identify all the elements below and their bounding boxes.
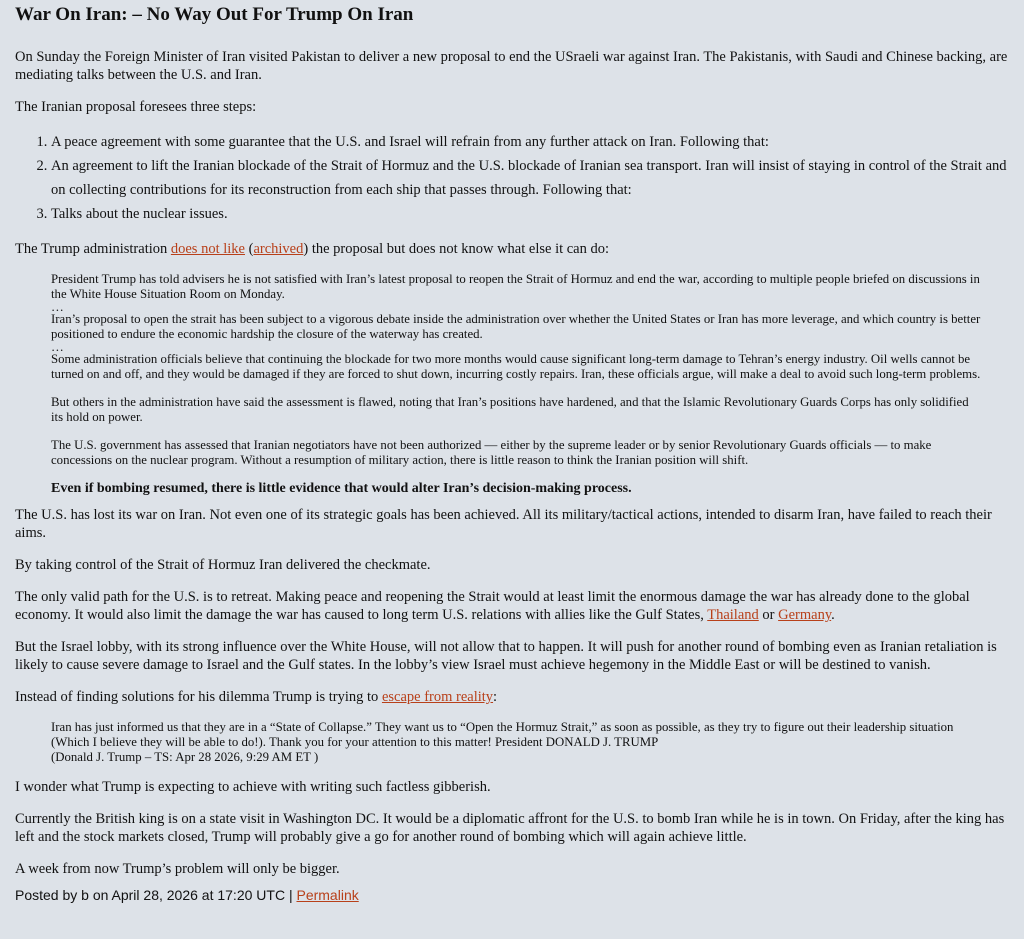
ellipsis: … <box>51 340 64 354</box>
germany-link[interactable]: Germany <box>778 607 832 623</box>
retreat-text-before: The only valid path for the U.S. is to retreat. Making peace and reopening the Strait would at least limit the enormous damage the war has already done to the global economy. It would also limit the damage the war has caused to long term U.S. relations with allies like the Gulf States, <box>15 589 970 623</box>
list-item: 1. A peace agreement with some guarantee that the U.S. and Israel will refrain from any further attack on Iran. Following that: <box>51 130 1015 154</box>
ellipsis: … <box>51 300 64 314</box>
escape-from-reality-link[interactable]: escape from reality <box>381 689 494 705</box>
escape-text-after: : <box>493 689 498 705</box>
admin-text-after: ) the proposal but does not know what else it can do: <box>303 241 610 257</box>
retreat-text-after: . <box>831 607 835 623</box>
list-item: 3. Talks about the nuclear issues. <box>51 202 1015 226</box>
proposal-steps <box>15 130 1015 226</box>
thailand-link[interactable]: Thailand <box>707 607 759 623</box>
escape-paragraph <box>15 688 1015 706</box>
permalink-link[interactable]: Permalink <box>296 887 359 903</box>
posted-by-text: Posted by b on April 28, 2026 at 17:20 UTC | <box>15 887 297 903</box>
intro-paragraph: On Sunday the Foreign Minister of Iran visited Pakistan to deliver a new proposal to end the USraeli war against Iran. The Pakistanis, with Saudi and Chinese backing, are mediating talks between the U.S. and Iran. <box>15 49 1008 83</box>
quote-paragraph: Some administration officials believe that continuing the blockade for two more months would cause significant long-term damage to Tehran’s energy industry. Oil wells cannot be turned on and off, and they would be damaged if they are forced to shut down, incurring costly repairs. Iran, these officials argue, will make a deal to avoid such long-term problems. <box>51 352 981 381</box>
retreat-text-middle: or <box>758 607 779 623</box>
admin-text-middle: ( <box>244 241 254 257</box>
king-paragraph: Currently the British king is on a state visit in Washington DC. It would be a diplomatic affront for the U.S. to bomb Iran while he is in town. On Friday, after the king has left and the stock markets closed, Trump will probably give a go for another round of bombing which will again achieve little. <box>15 811 1005 845</box>
week-paragraph: A week from now Trump’s problem will only be bigger. <box>15 861 340 877</box>
quote-paragraph: Iran has just informed us that they are in a “State of Collapse.” They want us to “Open the Hormuz Strait,” as soon as possible, as they try to figure out their leadership situation (Which I believe they will be able to do!). Thank you for your attention to this matter! President DONALD J. TRUMP <box>51 720 954 749</box>
lost-paragraph: The U.S. has lost its war on Iran. Not even one of its strategic goals has been achieved. All its military/tactical actions, intended to disarm Iran, have failed to reach their aims. <box>15 507 992 541</box>
quote-trump <box>51 720 981 765</box>
quote-paragraph: President Trump has told advisers he is not satisfied with Iran’s latest proposal to reopen the Strait of Hormuz and end the war, according to multiple people briefed on discussions in the White House Situation Room on Monday. <box>51 272 980 301</box>
admin-paragraph <box>15 240 1015 258</box>
post-footer <box>15 886 1015 904</box>
proposal-intro: The Iranian proposal foresees three steps: <box>15 99 257 115</box>
quote-bold-paragraph: Even if bombing resumed, there is little evidence that would alter Iran’s decision-making process. <box>51 481 632 496</box>
quote-nyt <box>51 272 981 496</box>
checkmate-paragraph: By taking control of the Strait of Hormuz Iran delivered the checkmate. <box>15 557 431 573</box>
admin-text-before: The Trump administration <box>15 241 171 257</box>
wonder-paragraph: I wonder what Trump is expecting to achieve with writing such factless gibberish. <box>15 779 491 795</box>
article-title: War On Iran: – No Way Out For Trump On Iran <box>15 4 414 25</box>
retreat-paragraph <box>15 588 1015 624</box>
quote-attribution: (Donald J. Trump – TS: Apr 28 2026, 9:29 AM ET ) <box>51 750 319 764</box>
quote-paragraph: The U.S. government has assessed that Iranian negotiators have not been authorized — either by the supreme leader or by senior Revolutionary Guards officials — to make concessions on the nuclear program. Without a resumption of military action, there is little reason to think the Iranian position will shift. <box>51 438 932 467</box>
escape-text-before: Instead of finding solutions for his dilemma Trump is trying to <box>15 689 382 705</box>
lobby-paragraph: But the Israel lobby, with its strong influence over the White House, will not allow that to happen. It will push for another round of bombing even as Iranian retaliation is likely to cause severe damage to Israel and the Gulf states. In the lobby’s view Israel must achieve hegemony in the Middle East or will be destined to vanish. <box>15 639 997 673</box>
archived-link[interactable]: archived <box>253 241 304 257</box>
list-item: 2. An agreement to lift the Iranian blockade of the Strait of Hormuz and the U.S. blockade of Iranian sea transport. Iran will insist of staying in control of the Strait and on collecting contributions for its reconstruction from each ship that passes through. Following that: <box>51 154 1015 202</box>
does-not-like-link[interactable]: does not like <box>170 241 245 257</box>
quote-paragraph: Iran’s proposal to open the strait has been subject to a vigorous debate inside the administration over whether the United States or Iran has more leverage, and which country is better positioned to endure the economic hardship the closure of the waterway has created. <box>51 312 981 341</box>
quote-paragraph: But others in the administration have said the assessment is flawed, noting that Iran’s positions have hardened, and that the Islamic Revolutionary Guards Corps has only solidified its hold on power. <box>51 395 969 424</box>
